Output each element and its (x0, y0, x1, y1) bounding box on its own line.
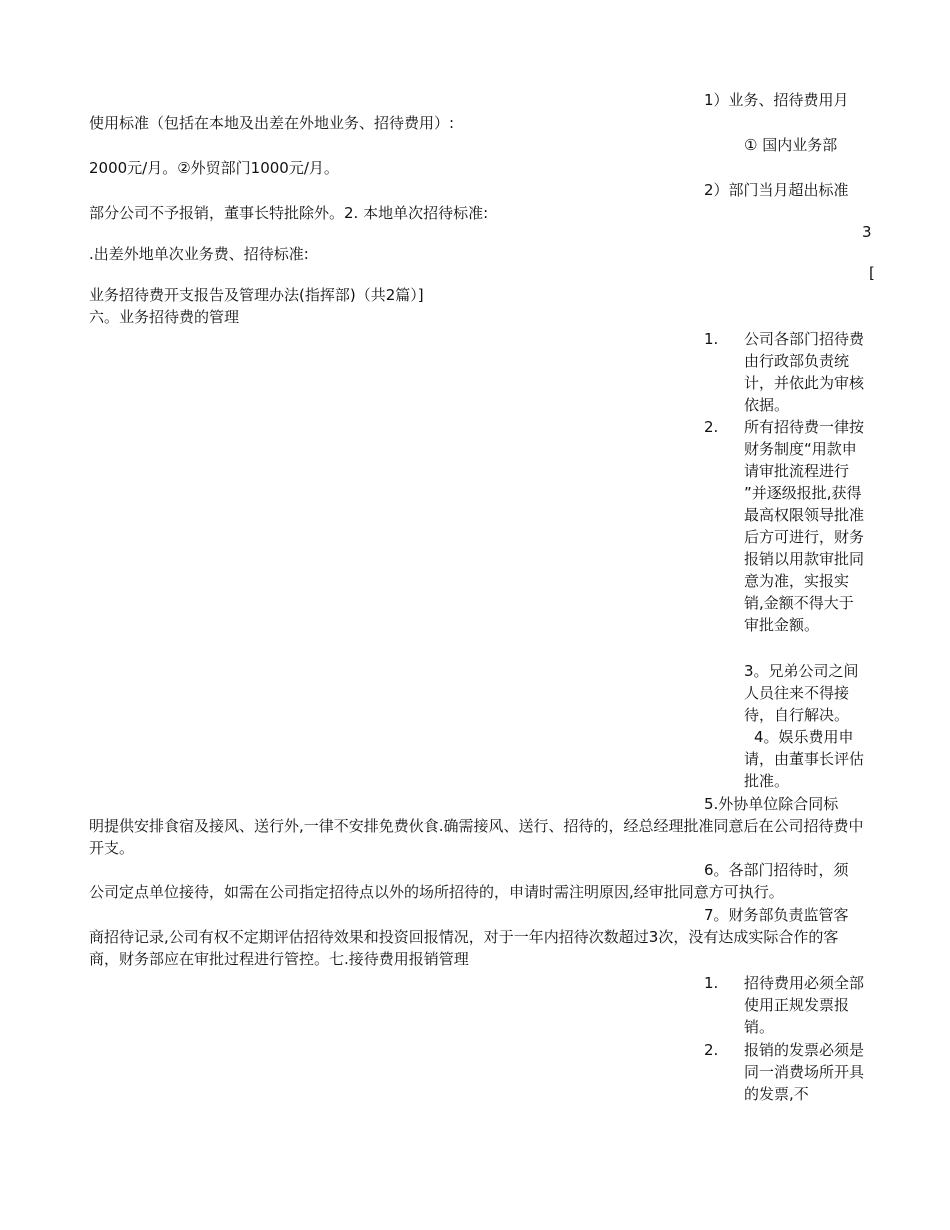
para-7-body: 商招待记录,公司有权不定期评估招待效果和投资回报情况，对于一年内招待次数超过3次，没有达成实际合作的客商，财务部应在审批过程进行管控。七.接待费用报销管理 (89, 928, 839, 968)
para-6-body: 公司定点单位接待，如需在公司指定招待点以外的场所招待的，申请时需注明原因,经审批同意方可执行。 (89, 883, 784, 901)
item-number: 2. (704, 1041, 719, 1059)
left-line-2: 2000元/月。②外贸部门1000元/月。 (89, 159, 339, 177)
right-line-4: 3 (862, 223, 872, 241)
left-line-5: 业务招待费开支报告及管理办法(指挥部)（共2篇）] (89, 286, 424, 304)
para-7-head: 7。财务部负责监管客 (704, 906, 849, 924)
item-number: 1. (704, 974, 719, 992)
item-number: 2. (704, 418, 719, 436)
para-5-body: 明提供安排食宿及接风、送行外,一律不安排免费伙食.确需接风、送行、招待的，经总经理批准同意后在公司招待费中开支。 (89, 817, 864, 857)
item-text: 报销的发票必须是同一消费场所开具的发票,不 (744, 1041, 865, 1103)
section-heading-6: 六。业务招待费的管理 (89, 308, 240, 326)
right-line-3: 2）部门当月超出标准 (704, 181, 849, 199)
para-5-head: 5.外协单位除合同标 (704, 795, 839, 813)
item-text: 3。兄弟公司之间人员往来不得接待，自行解决。 (744, 662, 859, 724)
item-text: 所有招待费一律按财务制度“用款申请审批流程进行 ”并逐级报批,获得最高权限领导批准后方可进行，财务报销以用款审批同意为准，实报实销,金额不得大于审批金额。 (744, 418, 865, 634)
para-6-head: 6。各部门招待时，须 (704, 861, 849, 879)
item-text: 招待费用必须全部使用正规发票报销。 (744, 974, 865, 1036)
item-text: 4。娱乐费用申请，由董事长评估批准。 (744, 728, 865, 790)
left-line-3: 部分公司不予报销，董事长特批除外。2. 本地单次招待标准: (89, 204, 489, 222)
left-line-1: 使用标准（包括在本地及出差在外地业务、招待费用）: (89, 114, 455, 132)
item-text: 公司各部门招待费由行政部负责统计，并依此为审核依据。 (744, 330, 865, 414)
right-line-2: ① 国内业务部 (744, 136, 838, 154)
left-line-4: .出差外地单次业务费、招待标准: (89, 245, 309, 263)
right-line-5: [ (869, 264, 875, 282)
right-line-1: 1）业务、招待费用月 (704, 91, 849, 109)
item-number: 1. (704, 330, 719, 348)
